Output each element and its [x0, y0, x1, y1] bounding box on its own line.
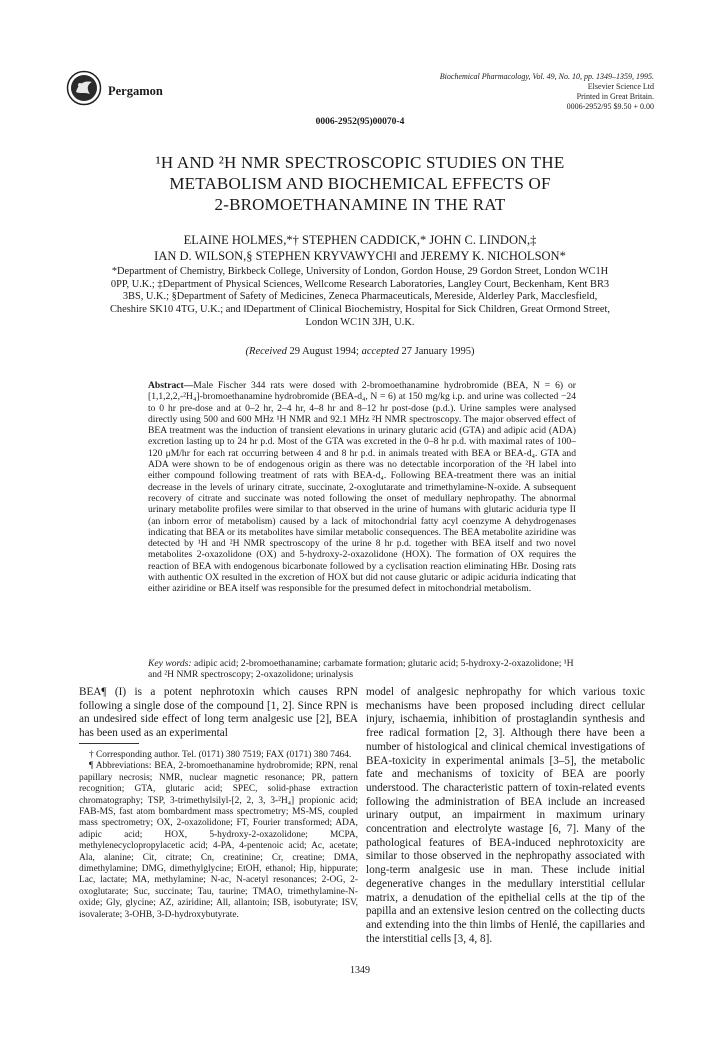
author-list [60, 232, 660, 264]
authors-line: IAN D. WILSON,§ STEPHEN KRYVAWYCH‖ and JEREMY K. NICHOLSON* [154, 249, 566, 263]
footnote-abbreviations: ¶ Abbreviations: BEA, 2-bromoethanamine hydrobromide; RPN, renal papillary necrosis; NMR, nuclear magnetic resonance; PR, pattern recognition; GTA, glutaric acid; SPEC, solid-phase extraction chromatography; TSP, 3-trimethylsilyl-[2, 2, 3, 3-²H₄] propionic acid; FAB-MS, fast atom bombardment mass spectrometry; MS-MS, coupled mass spectrometry; OX, 2-oxazolidone; FT, Fourier transformed; ADA, adipic acid; HOX, 5-hydroxy-2-oxazolidone; MCPA, methylenecyclopropylacetic acid; 4-PA, 4-pentenoic acid; Ac, acetate; Ala, alanine; Cit, citrate; Cn, creatinine; Cr, creatine; DMA, dimethylamine; DMG, dimethylglycine; EtOH, ethanol; Hip, hippurate; Lac, lactate; MA, methylamine; N-ac, N-acetyl resonances; 2-OG, 2-oxoglutarate; Suc, succinate; Tau, taurine; TMAO, trimethylamine-N-oxide; Gly, glycine; AZ, aziridine; All, allantoin; ISB, isobutyrate; ISV, isovalerate; 3-OHB, 3-D-hydroxybutyrate. [79, 761, 358, 920]
received-date: 29 August 1994; [289, 346, 359, 357]
publisher-line: Elsevier Science Ltd [587, 82, 654, 91]
printed-line: Printed in Great Britain. [576, 92, 654, 101]
footnote-divider [79, 743, 139, 744]
page-number: 1349 [350, 965, 370, 976]
title-line: 2-BROMOETHANAMINE IN THE RAT [214, 195, 506, 214]
footnote-corresponding: † Corresponding author. Tel. (0171) 380 7519; FAX (0171) 380 7464. [89, 750, 352, 760]
abstract-text: Male Fischer 344 rats were dosed with 2-bromoethanamine hydrobromide (BEA, N = 6) or [1,1,2,2,-²H₄]-bromoethanamine hydrobromide (BEA-d₄, N = 6) at 150 mg/kg i.p. and urine was collected −24 to 0 hr pre-dose and at 0–2 hr, 2–4 hr, 4–8 hr and 8–12 hr post-dose (p.d.). Urine samples were analysed directly using 500 and 600 MHz ¹H NMR and 92.1 MHz ²H NMR spectroscopy. The major observed effect of BEA treatment was the induction of transient elevations in urinary glutaric acid (GTA) and adipic acid (ADA) excretion lasting up to 24 hr p.d. Most of the GTA was excreted in the 0–8 hr p.d. with maximal rates of 100–120 μM/hr for each rat occurring between 4 and 8 hr p.d. in animals treated with BEA or BEA-d₄. GTA and ADA were shown to be of endogenous origin as there was no detectable incorporation of the ²H label into either compound following treatment of rats with BEA-d₄. Following BEA-treatment there was an initial decrease in the levels of urinary citrate, succinate, 2-oxoglutarate and trimethylamine-N-oxide. A subsequent recovery of citrate and succinate was noted following the onset of medullary nephropathy. The abnormal urinary metabolite profiles were similar to that observed in the urine of humans with glutaric aciduria type II (an inborn error of metabolism) caused by a lack of mitochondrial fatty acyl coenzyme A dehydrogenases indicating that BEA or its metabolites have similar metabolic consequences. The BEA metabolite aziridine was detected by ¹H and ²H NMR spectroscopy of the urine 8 hr p.d. together with BEA itself and two novel metabolites 2-oxazolidone (OX) and 5-hydroxy-2-oxazolidone (HOX). The formation of OX requires the reaction of BEA with endogenous bicarbonate followed by a cyclisation reaction eliminating HBr. Dosing rats with authentic OX resulted in the excretion of HOX but did not cause glutaric or adipic aciduria indicating that either aziridine or BEA itself was responsible for the presumed defect in mitochondrial metabolism. [148, 380, 576, 595]
keywords [148, 658, 576, 681]
keywords-text: adipic acid; 2-bromoethanamine; carbamate formation; glutaric acid; 5-hydroxy-2-oxazolidone; ¹H and ²H NMR spectroscopy; 2-oxazolidone; urinalysis [148, 658, 574, 681]
title-line: METABOLISM AND BIOCHEMICAL EFFECTS OF [169, 174, 551, 193]
article-title [60, 152, 660, 215]
journal-info [440, 72, 654, 112]
keywords-label: Key words: [148, 658, 192, 669]
received-open: ( [245, 346, 250, 357]
accepted-date: 27 January 1995) [401, 346, 475, 357]
accepted-label: accepted [361, 346, 399, 357]
article-code: 0006-2952(95)00070-4 [315, 117, 405, 127]
abstract-label: Abstract— [148, 380, 194, 391]
price-line: 0006-2952/95 $9.50 + 0.00 [566, 102, 654, 111]
received-label: Received [249, 346, 287, 357]
received-dates [0, 346, 720, 357]
abstract [148, 380, 576, 595]
pergamon-logo-icon [66, 70, 102, 106]
body-column-left: BEA¶ (I) is a potent nephrotoxin which causes RPN following a single dose of the compound [1, 2]. Since RPN is an undesired side effect of long term analgesic use [2], BEA has been used as an experimental [79, 686, 358, 740]
title-line: ¹H AND ²H NMR SPECTROSCOPIC STUDIES ON THE [155, 153, 565, 172]
body-column-right: model of analgesic nephropathy for which various toxic mechanisms have been proposed including direct cellular injury, ischaemia, inhibition of prostaglandin synthesis and free radical formation [2, 3]. Although there have been a number of histological and clinical chemical investigations of BEA-toxicity in experimental animals [3–5], the metabolic fate and mechanisms of toxicity of BEA are poorly understood. The characteristic pattern of toxin-related events following the administration of BEA include an increased urinary output, an impairment in maximum urinary concentration and electrolyte wastage [6, 7]. Many of the pathological features of BEA-induced nephrotoxicity are similar to those observed in the nephropathy associated with long-term analgesic use in man. These include initial degenerative changes in the medullary interstitial cellular matrix, a denudation of the epithelial cells at the tip of the papilla and an extensive lesion centred on the collecting ducts and extending into the thin limbs of Henlé, the capillaries and the interstitial cells [3, 4, 8]. [366, 686, 645, 945]
publisher-name: Pergamon [108, 84, 163, 98]
footnotes [79, 750, 358, 921]
affiliations: *Department of Chemistry, Birkbeck College, University of London, Gordon House, 29 Gordon Street, London WC1H 0PP, U.K.; ‡Department of Physical Sciences, Wellcome Research Laboratories, Langley Court, Beckenham, Kent BR3 3BS, U.K.; §Department of Safety of Medicines, Zeneca Pharmaceuticals, Mereside, Alderley Park, Macclesfield, Cheshire SK10 4TG, U.K.; and ‖Department of Clinical Biochemistry, Hospital for Sick Children, Great Ormond Street, London WC1N 3JH, U.K. [109, 266, 611, 328]
authors-line: ELAINE HOLMES,*† STEPHEN CADDICK,* JOHN C. LINDON,‡ [183, 233, 537, 247]
journal-citation: Biochemical Pharmacology, Vol. 49, No. 10, pp. 1349–1359, 1995. [439, 72, 654, 81]
